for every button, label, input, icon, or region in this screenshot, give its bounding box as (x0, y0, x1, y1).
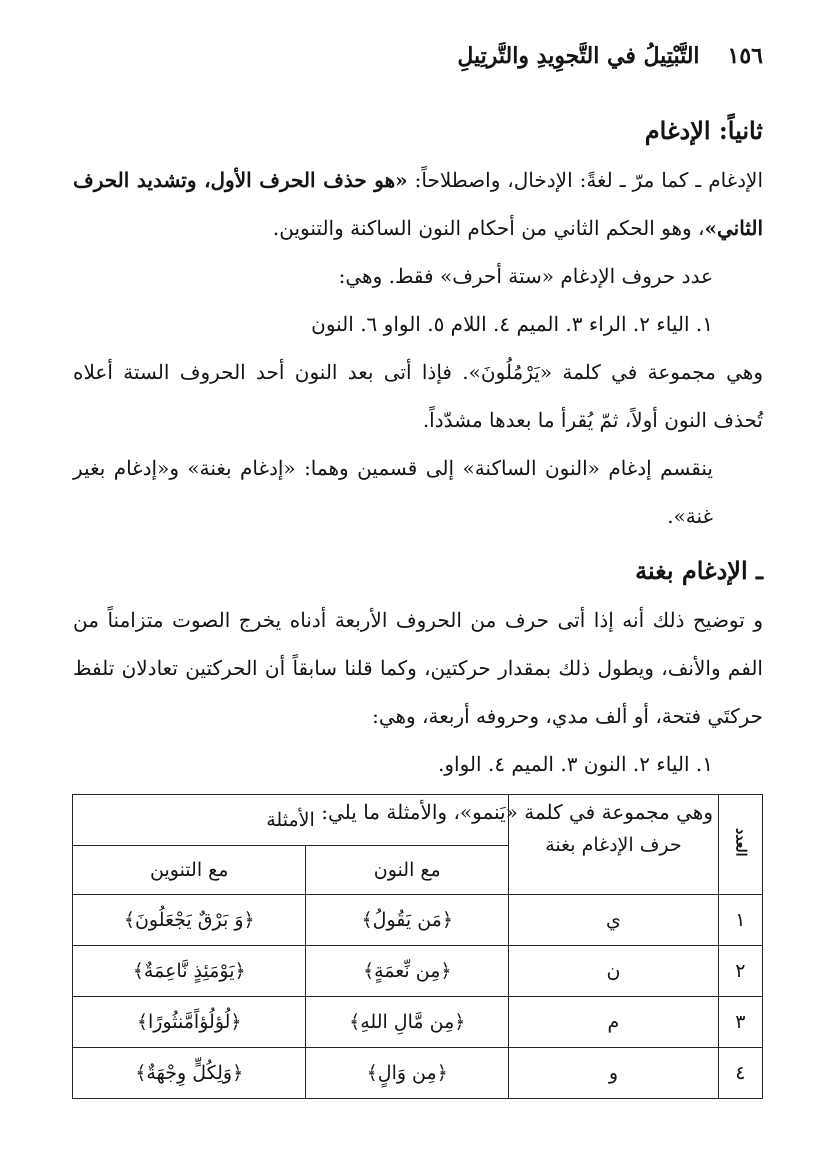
table-header-row (73, 795, 763, 846)
letters-count-paragraph: عدد حروف الإدغام «ستة أحرف» فقط. وهي: (338, 264, 713, 288)
table-row (73, 1048, 763, 1099)
table-row (73, 997, 763, 1048)
row-with-tanween: ﴿وَلِكُلٍّ وِجْهَةٌ﴾ (73, 1048, 306, 1099)
page-number: ١٥٦ (727, 43, 763, 69)
row-letter: و (509, 1048, 719, 1099)
row-with-tanween: ﴿وَ بَرْقٌ يَجْعَلُونَ﴾ (73, 895, 306, 946)
header-number-cell (718, 795, 762, 895)
row-number: ١ (718, 895, 762, 946)
yanmu-paragraph: وهي مجموعة في كلمة «يَنمو»، والأمثلة ما يلي: (321, 800, 713, 824)
row-with-tanween: ﴿يَوْمَئِذٍ نَّاعِمَةٌ﴾ (73, 946, 306, 997)
row-number: ٤ (718, 1048, 762, 1099)
division-paragraph: ينقسم إدغام «النون الساكنة» إلى قسمين وهما: «إدغام بغنة» و«إدغام بغير غنة». (73, 456, 713, 528)
header-letter: حرف الإدغام بغنة (509, 795, 719, 895)
definition-text: الإدغام ـ كما مرّ ـ لغةً: الإدخال، واصطلاحاً: (407, 168, 763, 192)
running-title: التَّبْتِيلُ في التَّجوِيدِ والتَّرتِيلِ (457, 43, 700, 69)
row-with-noon: ﴿مِن وَالٍ﴾ (306, 1048, 509, 1099)
row-with-noon: ﴿مِن نِّعمَةٍ﴾ (306, 946, 509, 997)
explanation-paragraph: و توضيح ذلك أنه إذا أتى حرف من الحروف الأربعة أدناه يخرج الصوت متزامناً من الفم والأنف، ويطول ذلك بمقدار حركتين، وكما قلنا سابقاً أن الحركتين تعادلان تلفظ حركتَي فتحة، أو ألف مدي، وحروفه أربعة، وهي: (73, 608, 763, 728)
page-header (72, 38, 763, 74)
definition-rest-text: ، وهو الحكم الثاني من أحكام النون الساكنة والتنوين. (272, 216, 705, 240)
examples-table (72, 794, 763, 1099)
section-heading-idgham-ghunna: ـ الإدغام بغنة (635, 556, 763, 585)
table-row (73, 946, 763, 997)
header-with-tanween: مع التنوين (73, 846, 306, 895)
header-number: العدد (732, 827, 749, 857)
section-heading-idgham: ثانياً: الإدغام (644, 116, 763, 145)
row-number: ٣ (718, 997, 762, 1048)
row-letter: ن (509, 946, 719, 997)
row-with-noon: ﴿مَن يَقُولُ﴾ (306, 895, 509, 946)
row-with-tanween: ﴿لُؤلُؤاًمَّنثُورًا﴾ (73, 997, 306, 1048)
definition-bold-text: «هو حذف الحرف الأول، وتشديد الحرف الثاني» (73, 168, 763, 240)
header-examples: الأمثلة (73, 795, 509, 846)
page-body (73, 106, 763, 836)
table-row (73, 895, 763, 946)
definition-paragraph (73, 156, 763, 252)
header-with-noon: مع النون (306, 846, 509, 895)
row-letter: ي (509, 895, 719, 946)
row-number: ٢ (718, 946, 762, 997)
row-letter: م (509, 997, 719, 1048)
letters-list: ١. الياء ٢. الراء ٣. الميم ٤. اللام ٥. الواو ٦. النون (311, 312, 713, 336)
ghunna-letters-list: ١. الياء ٢. النون ٣. الميم ٤. الواو. (438, 752, 713, 776)
row-with-noon: ﴿مِن مَّالِ اللهِ﴾ (306, 997, 509, 1048)
yarmaloon-paragraph: وهي مجموعة في كلمة «يَرْمُلُونَ». فإذا أتى بعد النون أحد الحروف الستة أعلاه تُحذف النون أولاً، ثمّ يُقرأ ما بعدها مشدّداً. (73, 360, 763, 432)
